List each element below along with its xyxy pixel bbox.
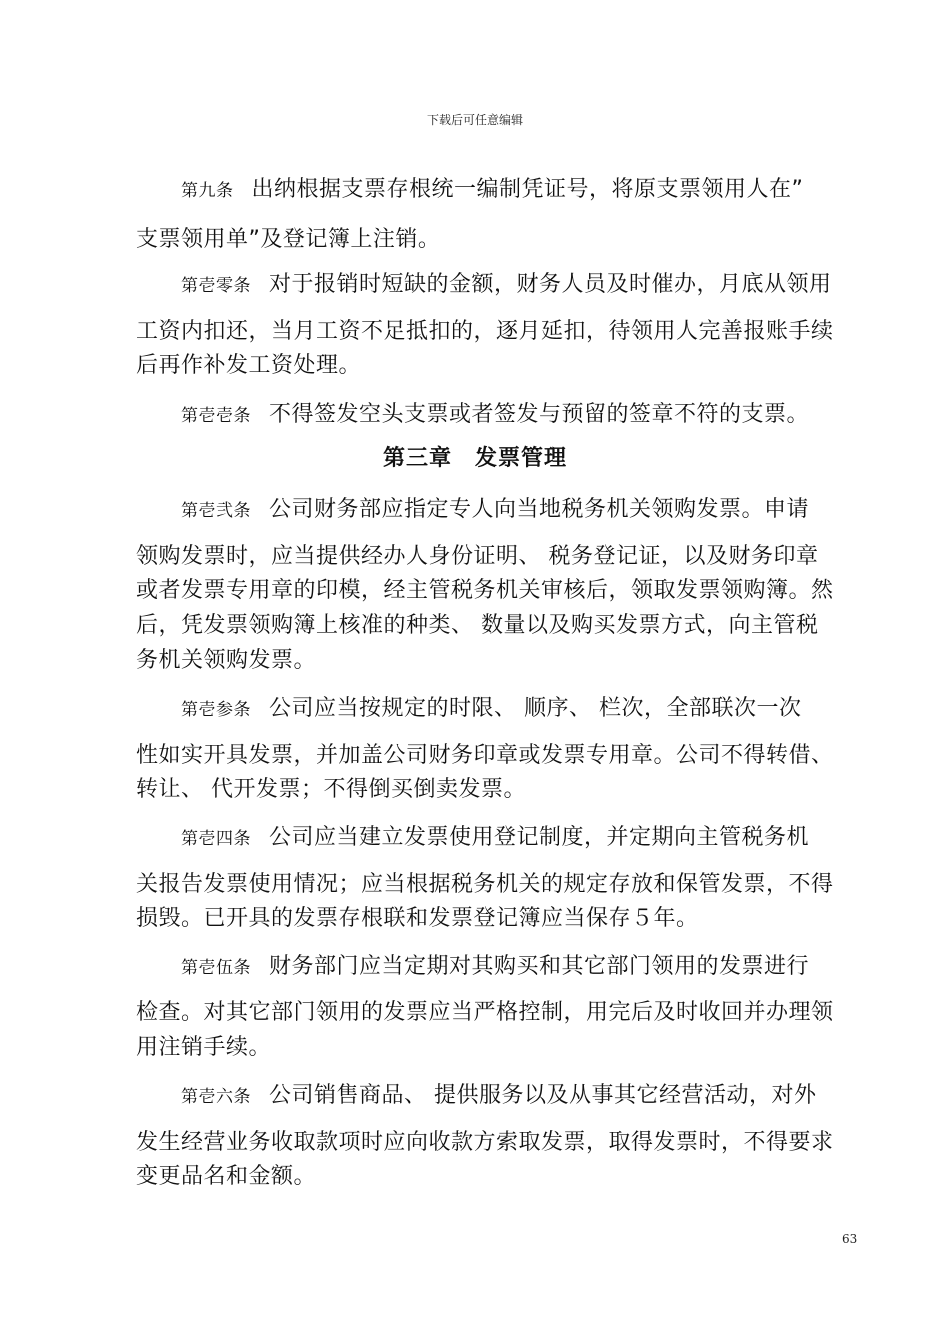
article-text-line: 务机关领购发票。 — [136, 648, 317, 673]
article-15-first-line — [181, 949, 861, 980]
article-text-line: 或者发票专用章的印模，经主管税务机关审核后，领取发票领购簿。然 — [136, 578, 834, 603]
article-text-line: 转让、 代开发票；不得倒买倒卖发票。 — [136, 777, 526, 802]
article-label: 第壱参条 — [181, 700, 251, 720]
article-text: 财务部门应当定期对其购买和其它部门领用的发票进行 — [269, 954, 810, 979]
article-11-first-line — [181, 397, 861, 428]
article-text-line: 性如实开具发票，并加盖公司财务印章或发票专用章。公司不得转借、 — [136, 743, 834, 768]
article-text: 不得签发空头支票或者签发与预留的签章不符的支票。 — [269, 402, 810, 427]
article-9-first-line — [181, 172, 861, 203]
article-text-line: 变更品名和金额。 — [136, 1164, 317, 1189]
article-text-line: 后，凭发票领购簿上核准的种类、 数量以及购买发票方式，向主管税 — [136, 613, 819, 638]
article-text: 公司财务部应指定专人向当地税务机关领购发票。申请 — [269, 497, 810, 522]
article-text-line: 领购发票时，应当提供经办人身份证明、 税务登记证，以及财务印章 — [136, 544, 819, 569]
article-label: 第九条 — [181, 181, 234, 201]
article-text-line: 检查。对其它部门领用的发票应当严格控制，用完后及时收回并办理领 — [136, 1000, 834, 1025]
article-text: 公司销售商品、 提供服务以及从事其它经营活动，对外 — [269, 1083, 817, 1108]
article-text: 公司应当建立发票使用登记制度，并定期向主管税务机 — [269, 825, 810, 850]
article-label: 第壱四条 — [181, 829, 251, 849]
chapter-title: 第三章 发票管理 — [382, 446, 567, 471]
article-13-first-line — [181, 691, 861, 722]
article-label: 第壱零条 — [181, 276, 251, 296]
article-label: 第壱弐条 — [181, 501, 251, 521]
article-text-line: 损毁。已开具的发票存根联和发票登记簿应当保存５年。 — [136, 906, 699, 931]
article-text-line: 工资内扣还，当月工资不足抵扣的，逐月延扣，待领用人完善报账手续 — [136, 319, 834, 344]
article-text: 公司应当按规定的时限、 顺序、 栏次，全部联次一次 — [269, 696, 802, 721]
article-label: 第壱伍条 — [181, 958, 251, 978]
article-text: 出纳根据支票存根统一编制凭证号，将原支票领用人在” — [251, 177, 804, 202]
article-label: 第壱六条 — [181, 1087, 251, 1107]
article-14-first-line — [181, 820, 861, 851]
article-16-first-line — [181, 1078, 861, 1109]
article-text-line: 发生经营业务收取款项时应向收款方索取发票，取得发票时，不得要求 — [136, 1130, 834, 1155]
article-text-line: 关报告发票使用情况；应当根据税务机关的规定存放和保管发票，不得 — [136, 872, 834, 897]
article-text-line: 用注销手续。 — [136, 1035, 272, 1060]
article-label: 第壱壱条 — [181, 406, 251, 426]
article-text: 对于报销时短缺的金额，财务人员及时催办，月底从领用 — [269, 272, 832, 297]
article-12-first-line — [181, 492, 861, 523]
page-header: 下载后可任意编辑 — [426, 113, 523, 127]
article-text-line: 后再作补发工资处理。 — [136, 353, 362, 378]
page-number: 63 — [842, 1232, 858, 1246]
article-10-first-line — [181, 267, 861, 298]
article-text-line: 支票领用单”及登记簿上注销。 — [136, 227, 441, 252]
